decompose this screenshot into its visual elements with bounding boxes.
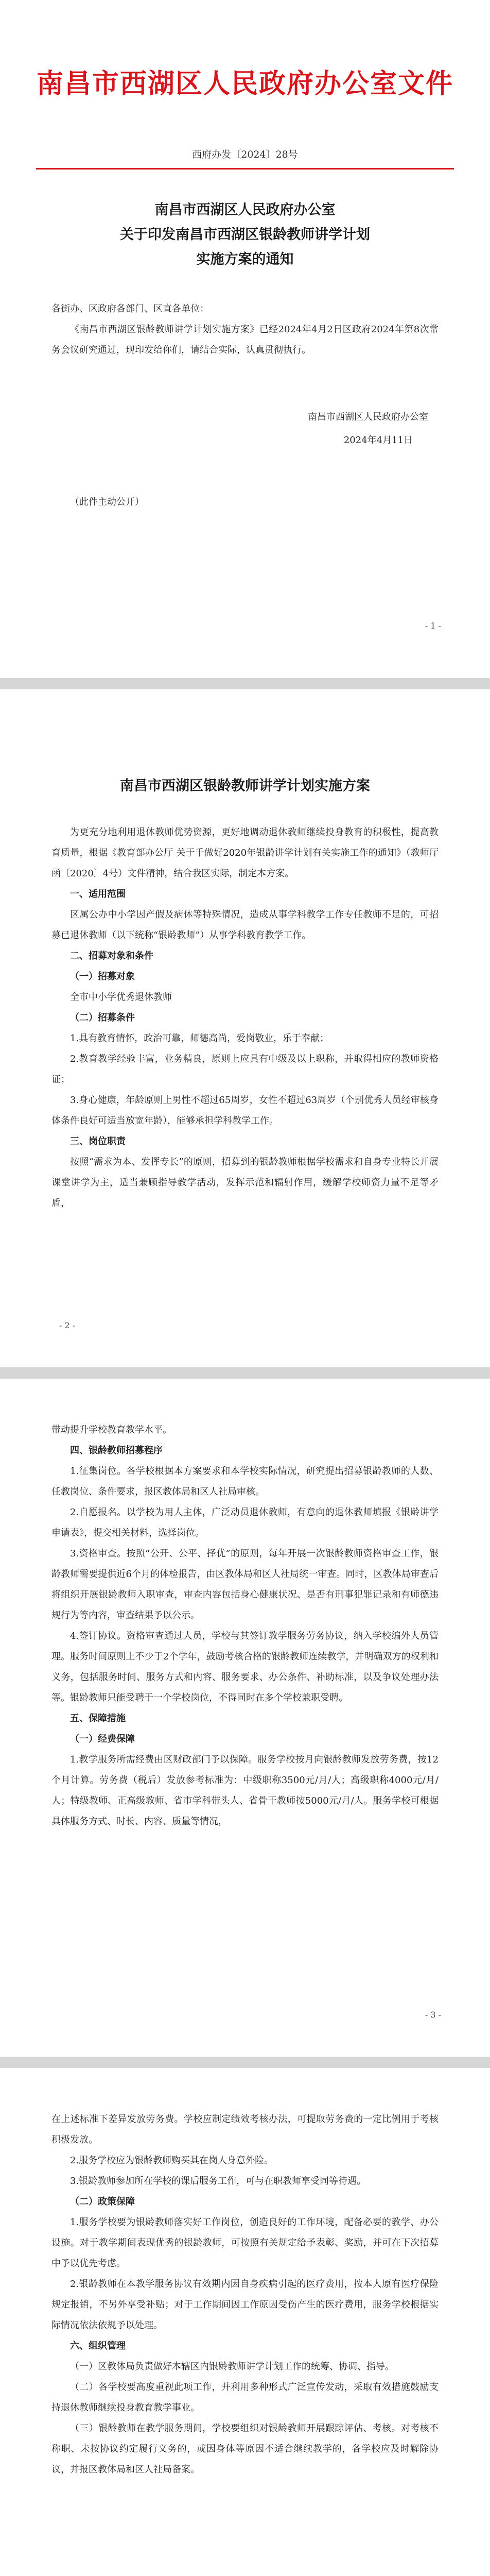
section-body: （二）各学校要高度重视此项工作，并利用多种形式广泛宣传发动，采取有效措施鼓励支持退休教师继续投身教育教学事业。 [51,2382,439,2413]
subsection-heading: （二）政策保障 [70,2196,135,2207]
red-separator-line [36,168,454,170]
section-heading: 六、组织管理 [70,2341,126,2351]
page-number: - 2 - [59,1320,76,1330]
salutation: 各街办、区政府各部门、区直各单位： [51,303,209,314]
subsection-heading: （一）经费保障 [70,1734,135,1744]
continued-text: 带动提升学校教育教学水平。 [51,1425,172,1435]
document-page-1 [0,0,490,678]
document-number: 西府办发〔2024〕28号 [192,149,298,160]
procedure-step: 4.签订协议。资格审查通过人员，学校与其签订教学服务劳务协议，纳入学校编外人员管理。服务时间原则上不少于2个学年，鼓励考核合格的银龄教师连续教学，并明确双方的权利和义务，包括服务时间、服务方式和内容、服务要求、办公条件、补助标准，以及争议处理办法等。银龄教师只能受聘于一个学校岗位，不得同时在多个学校兼职受聘。 [51,1631,439,1703]
subsection-heading: （一）招募对象 [70,971,135,982]
disclosure-note: （此件主动公开） [70,497,144,507]
section-body: 2.银龄教师在本教学服务协议有效期内因自身疾病引起的医疗费用，按本人原有医疗保险规定报销，不另外享受补贴；对于工作期间因工作原因受伤产生的医疗费用，服务学校根据实际情况依法依规予以处理。 [51,2279,439,2331]
intro-paragraph: 为更充分地利用退休教师优势资源，更好地调动退休教师继续投身教育的积极性，提高教育质量，根据《教育部办公厅 关于千做好2020年银龄讲学计划有关实施工作的通知》（教师厅函〔2020〕4号）文件精神，结合我区实际，制定本方案。 [51,827,439,879]
section-body: 按照“需求为本、发挥专长”的原则，招募到的银龄教师根据学校需求和自身专业特长开展课堂讲学为主，适当兼顾指导教学活动，发挥示范和辐射作用，缓解学校师资力量不足等矛盾， [51,1157,439,1209]
notice-title-line-3: 实施方案的通知 [196,251,294,267]
section-body: 3.银龄教师参加所在学校的课后服务工作，可与在职教师享受同等待遇。 [70,2176,366,2187]
subsection-heading: （二）招募条件 [70,1012,135,1023]
continued-text: 在上述标准下差异发放劳务费。学校应制定绩效考核办法，可提取劳务费的一定比例用于考核积极发放。 [51,2114,439,2145]
section-heading: 二、招募对象和条件 [70,951,153,961]
page-number: - 1 - [425,621,441,631]
section-body: （一）区教体局负责做好本辖区内银龄教师讲学计划工作的统筹、协调、指导。 [70,2361,394,2372]
notice-body: 《南昌市西湖区银龄教师讲学计划实施方案》已经2024年4月2日区政府2024年第8次常务会议研究通过，现印发给你们，请结合实际，认真贯彻执行。 [51,324,439,355]
issue-date: 2024年4月11日 [343,435,413,446]
section-body: 1.教学服务所需经费由区财政部门予以保障。服务学校按月向银龄教师发放劳务费，按12个月计算。劳务费（税后）发放参考标准为：中级职称3500元/月/人；高级职称4000元/月/人；特级教师、正高级教师、省市学科带头人、省骨干教师按5000元/月/人。服务学校可根据具体服务方式、时长、内容、质量等情况， [51,1754,439,1827]
section-body: （三）银龄教师在教学服务期间，学校要组织对银龄教师开展跟踪评估、考核。对考核不称职、未按协议约定履行义务的，或因身体等原因不适合继续教学的，各学校应及时解除协议，并报区教体局和区人社局备案。 [51,2423,439,2475]
procedure-step: 1.征集岗位。各学校根据本方案要求和本学校实际情况，研究提出招募银龄教师的人数、任教岗位、条件要求，报区教体局和区人社局审核。 [51,1466,439,1497]
section-body: 2.服务学校应为银龄教师购买其在岗人身意外险。 [70,2155,274,2166]
condition-item: 2.教育教学经验丰富，业务精良，原则上应具有中级及以上职称，并取得相应的教师资格证； [51,1054,439,1085]
page-number: - 3 - [425,2010,441,2020]
section-body: 全市中小学优秀退休教师 [70,992,172,1003]
document-page-3 [0,1379,490,2057]
section-heading: 一、适用范围 [70,889,126,900]
section-heading: 五、保障措施 [70,1713,126,1724]
document-page-4 [0,2068,490,2576]
document-page-2 [0,689,490,1367]
condition-item: 1.具有教育情怀，政治可靠，师德高尚，爱岗敬业，乐于奉献； [70,1033,329,1044]
procedure-step: 3.资格审查。按照“公开、公平、择优”的原则，每年开展一次银龄教师资格审查工作，银龄教师需要提供近6个月的体检报告，由区教体局和区人社局统一审查。同时，区教体局审查后将组织开展银龄教师入职审查，审查内容包括身心健康状况、是否有刑事犯罪记录和有师德违规行为等内容，审查结果予以公示。 [51,1548,439,1621]
section-heading: 四、银龄教师招募程序 [70,1445,163,1456]
issuer-name: 南昌市西湖区人民政府办公室 [308,412,428,422]
section-body: 区属公办中小学因产假及病休等特殊情况，造成从事学科教学工作专任教师不足的，可招募已退休教师（以下统称“银龄教师”）从事学科教育教学工作。 [51,909,439,941]
red-header-title: 南昌市西湖区人民政府办公室文件 [36,68,453,99]
notice-title-line-1: 南昌市西湖区人民政府办公室 [154,202,336,218]
section-heading: 三、岗位职责 [70,1136,126,1147]
section-body: 1.服务学校要为银龄教师落实好工作岗位，创造良好的工作环境，配备必要的教学、办公设施。对于教学期间表现优秀的银龄教师，可按照有关规定给予表彰、奖励，并可在下次招募中予以优先考虑。 [51,2217,439,2269]
procedure-step: 2.自愿报名。以学校为用人主体，广泛动员退休教师，有意向的退休教师填报《银龄讲学申请表》，提交相关材料，选择岗位。 [51,1507,439,1538]
plan-title: 南昌市西湖区银龄教师讲学计划实施方案 [120,778,370,794]
notice-title-line-2: 关于印发南昌市西湖区银龄教师讲学计划 [120,227,370,243]
condition-item: 3.身心健康，年龄原则上男性不超过65周岁，女性不超过63周岁（个别优秀人员经审核身体条件良好可适当放宽年龄），能够承担学科教学工作。 [51,1095,439,1126]
